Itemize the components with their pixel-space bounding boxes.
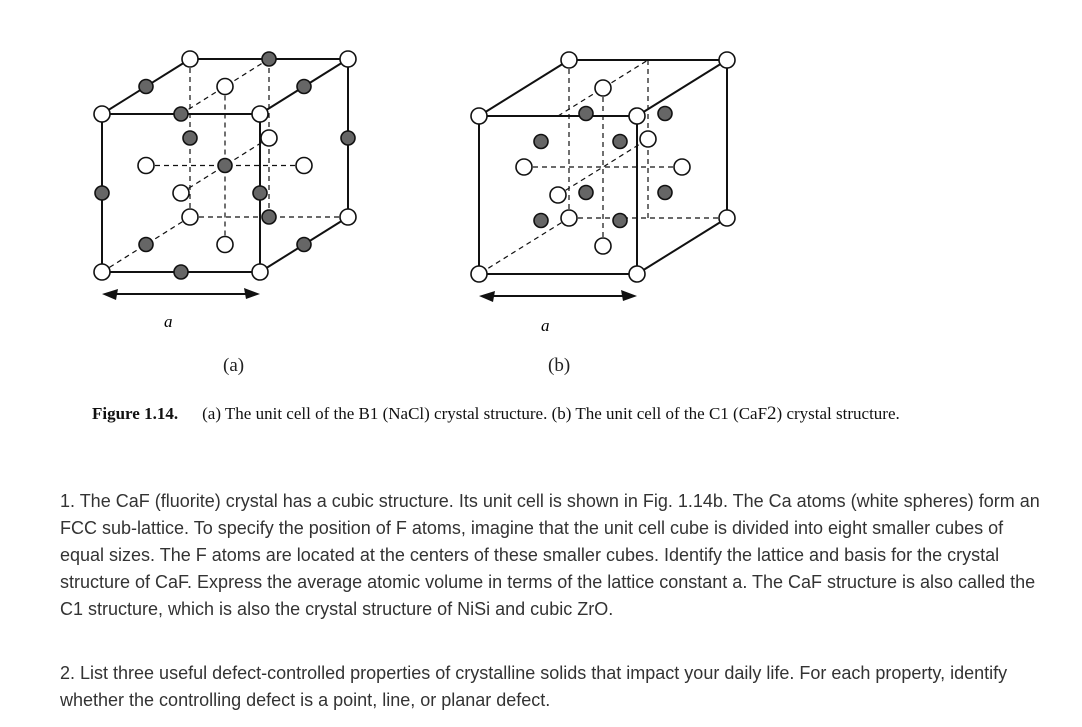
anion-atom (174, 265, 188, 279)
caption-text-part2: ) crystal structure. (776, 404, 900, 423)
cation-atom (173, 185, 189, 201)
caption-label: Figure 1.14. (92, 404, 179, 423)
question-2: 2. List three useful defect-controlled properties of crystalline solids that impact your daily life. For each property, identify whether the controlling defect is a point, line, or planar defect. (60, 663, 1008, 710)
anion-atom (297, 238, 311, 252)
anion-atom (613, 135, 627, 149)
anion-atom (183, 131, 197, 145)
anion-atom (579, 107, 593, 121)
anion-atom (613, 214, 627, 228)
anion-atom (262, 210, 276, 224)
cation-atom (252, 106, 268, 122)
cation-atom (340, 209, 356, 225)
anion-atom (579, 186, 593, 200)
cation-atom (561, 52, 577, 68)
cation-atom (719, 210, 735, 226)
cation-atom (629, 108, 645, 124)
lattice-arrow-head-right (621, 290, 637, 301)
cation-atom (94, 264, 110, 280)
anion-atom (262, 52, 276, 66)
anion-atom (341, 131, 355, 145)
cation-atom (595, 80, 611, 96)
anion-atom (174, 107, 188, 121)
hidden-edge (479, 218, 569, 274)
cation-atom (296, 158, 312, 174)
anion-atom (658, 107, 672, 121)
cation-atom (674, 159, 690, 175)
cation-atom (595, 238, 611, 254)
cation-atom (261, 130, 277, 146)
cation-atom (340, 51, 356, 67)
cation-atom (217, 237, 233, 253)
cation-atom (138, 158, 154, 174)
lattice-arrow-head-right (244, 288, 260, 299)
lattice-constant-label-b: a (541, 316, 550, 335)
lattice-constant-label-a: a (164, 312, 173, 331)
cube-edge (637, 218, 727, 274)
figure-panel-b (465, 40, 765, 340)
anion-atom (297, 80, 311, 94)
cation-atom (471, 266, 487, 282)
cation-atom (182, 209, 198, 225)
caption-text-part1: (a) The unit cell of the B1 (NaCl) crystal structure. (b) The unit cell of the C1 (CaF (202, 404, 768, 423)
cation-atom (217, 79, 233, 95)
cation-atom (629, 266, 645, 282)
lattice-arrow-head-left (479, 291, 495, 302)
anion-atom (218, 159, 232, 173)
caption-subscript: 2 (767, 403, 777, 424)
cube-edge (479, 60, 569, 116)
cation-atom (471, 108, 487, 124)
anion-atom (658, 186, 672, 200)
figure-caption (92, 403, 1072, 425)
anion-atom (534, 135, 548, 149)
cation-atom (94, 106, 110, 122)
figure-panel-a (90, 40, 390, 340)
panel-a-label: (a) (223, 355, 245, 376)
cation-atom (550, 187, 566, 203)
cation-atom (252, 264, 268, 280)
cation-atom (182, 51, 198, 67)
question-1: 1. The CaF (fluorite) crystal has a cubic structure. Its unit cell is shown in Fig. 1.14b. The Ca atoms (white spheres) form an FCC sub-lattice. To specify the position of F atoms, imagine that the unit cell cube is divided into eight smaller cubes of equal sizes. The F atoms are located at the centers of these smaller cubes. Identify the lattice and basis for the crystal structure of CaF. Express the average atomic volume in terms of the lattice constant a. The CaF structure is also called the C1 structure, which is also the crystal structure of NiSi and cubic ZrO. (60, 491, 1040, 619)
anion-atom (95, 186, 109, 200)
panel-b-label: (b) (548, 355, 571, 376)
anion-atom (253, 186, 267, 200)
anion-atom (139, 80, 153, 94)
cation-atom (719, 52, 735, 68)
lattice-arrow-head-left (102, 289, 118, 300)
cube-edge (637, 60, 727, 116)
anion-atom (139, 238, 153, 252)
nacl-unit-cell-diagram (90, 40, 390, 340)
anion-atom (534, 214, 548, 228)
caf2-unit-cell-diagram (465, 40, 765, 340)
cation-atom (640, 131, 656, 147)
cation-atom (561, 210, 577, 226)
cation-atom (516, 159, 532, 175)
